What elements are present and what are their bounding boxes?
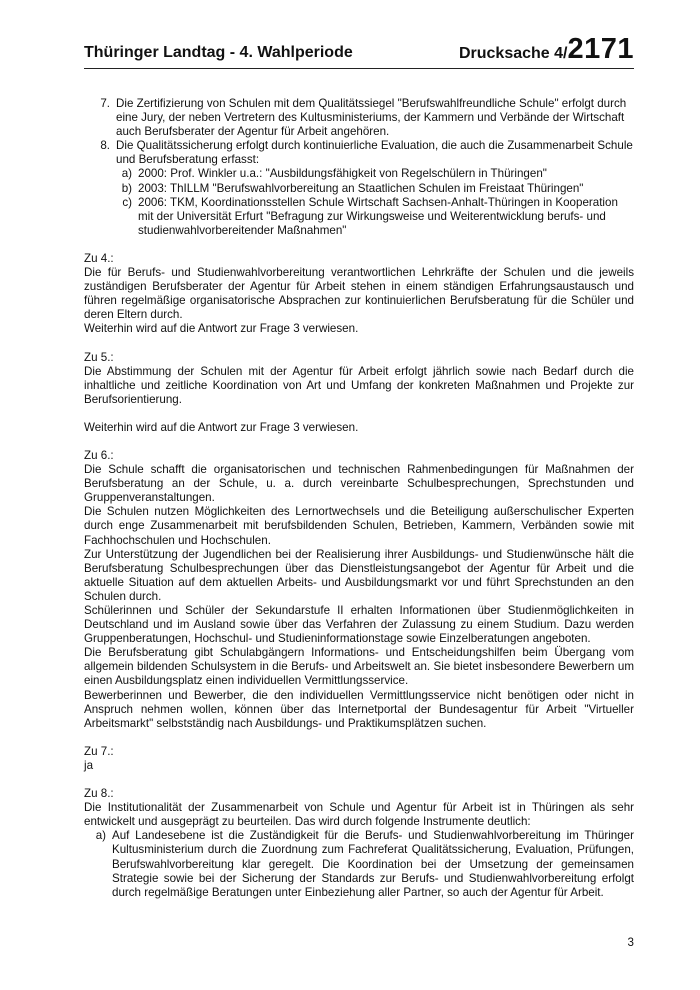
zu6-paragraph: Die Berufsberatung gibt Schulabgängern Informations- und Entscheidungshilfen beim Übergang vom allgemein bildenden Schulsystem in die Berufs- und Arbeitswelt an. Sie bietet insbesondere Bewerbern um einen Ausbildungsplatz einen individuellen Vermittlungsservice.	[84, 646, 634, 688]
zu7-answer: ja	[84, 758, 94, 772]
zu5-paragraph: Die Abstimmung der Schulen mit der Agentur für Arbeit erfolgt jährlich sowie nach Bedarf durch die inhaltliche und zeitliche Koordination von Art und Umfang der konkreten Maßnahmen und Projekte zur Berufsorientierung.	[84, 364, 634, 406]
drucksache-label	[459, 33, 634, 66]
section-heading-zu6: Zu 6.:	[84, 448, 114, 462]
list-text: Die Zertifizierung von Schulen mit dem Qualitätssiegel "Berufswahlfreundliche Schule" erfolgt durch eine Jury, der neben Vertretern des Kultusministeriums, der Kammern und Verbände der Wirtschaft auch Berufsberater der Agentur für Arbeit angehören.	[116, 97, 627, 139]
page-header	[84, 30, 634, 69]
section-heading-zu5: Zu 5.:	[84, 350, 114, 364]
document-body	[84, 97, 634, 900]
list-letter: a)	[95, 829, 106, 843]
list-text: Die Qualitätssicherung erfolgt durch kontinuierliche Evaluation, die auch die Zusammenarbeit Schule und Berufsberatung erfasst:	[116, 139, 633, 167]
zu5-paragraph: Weiterhin wird auf die Antwort zur Frage 3 verwiesen.	[84, 420, 359, 434]
sub-list-text: 2000: Prof. Winkler u.a.: "Ausbildungsfähigkeit von Regelschülern in Thüringen"	[138, 167, 547, 181]
list-number: 7.	[100, 97, 110, 110]
list-item	[84, 829, 634, 899]
page-number: 3	[627, 936, 634, 949]
header-title: Thüringer Landtag - 4. Wahlperiode	[84, 44, 353, 61]
sub-list-item	[116, 196, 634, 238]
list-item	[84, 139, 634, 167]
zu4-paragraph: Die für Berufs- und Studienwahlvorbereitung verantwortlichen Lehrkräfte der Schulen und die jeweils zuständigen Berufsberater der Agentur für Arbeit stehen in einem ständigen Erfahrungsaustausch und führen regelmäßige organisatorische Absprachen zur kontinuierlichen Berufsberatung für die Schüler und deren Eltern durch.	[84, 266, 634, 322]
sub-list-item	[116, 182, 634, 196]
section-heading-zu4: Zu 4.:	[84, 251, 114, 265]
list-item	[84, 97, 634, 139]
sub-list-letter: a)	[121, 167, 132, 181]
drucksache-prefix: Drucksache 4/	[458, 45, 568, 62]
zu8-paragraph: Die Institutionalität der Zusammenarbeit von Schule und Agentur für Arbeit ist in Thüringen als sehr entwickelt und ausgeprägt zu beurteilen. Das wird durch folgende Instrumente deutlich:	[84, 801, 634, 829]
list-number: 8.	[100, 139, 110, 153]
sub-list-text: 2003: ThILLM "Berufswahlvorbereitung an Staatlichen Schulen im Freistaat Thüringen"	[138, 181, 584, 195]
zu6-paragraph: Zur Unterstützung der Jugendlichen bei der Realisierung ihrer Ausbildungs- und Studienwünsche hält die Berufsberatung Schulbesprechungen über das Dienstleistungsangebot der Agentur für Arbeit und die aktuelle Situation auf dem aktuellen Arbeits- und Ausbildungsmarkt vor und führt Sprechstunden an den Schulen durch.	[84, 547, 634, 603]
sub-list-letter: b)	[121, 181, 132, 195]
section-heading-zu7: Zu 7.:	[84, 744, 114, 758]
zu6-paragraph: Bewerberinnen und Bewerber, die den individuellen Vermittlungsservice nicht benötigen oder nicht in Anspruch nehmen wollen, können über das Internetportal der Bundesagentur für Arbeit "Virtueller Arbeitsmarkt" selbstständig nach Ausbildungs- und Praktikumsplätzen suchen.	[84, 688, 634, 730]
drucksache-number: 2171	[567, 33, 634, 65]
zu6-paragraph: Die Schule schafft die organisatorischen und technischen Rahmenbedingungen für Maßnahmen der Berufsberatung an der Schule, u. a. durch vereinbarte Schulbesprechungen, Sprechstunden und Gruppenveranstaltungen.	[84, 463, 634, 505]
sub-list-item	[116, 167, 634, 181]
section-heading-zu8: Zu 8.:	[84, 787, 114, 801]
zu4-paragraph: Weiterhin wird auf die Antwort zur Frage 3 verwiesen.	[84, 322, 359, 336]
list-text: Auf Landesebene ist die Zuständigkeit für die Berufs- und Studienwahlvorbereitung im Thüringer Kultusministerium durch die Zuordnung zum Fachreferat Qualitätssicherung, Evaluation, Prüfungen, Berufswahlvorbereitung klar geregelt. Die Koordination bei der Umsetzung der gemeinsamen Strategie sowie bei der Sicherung der Standards zur Berufs- und Studienwahlvorbereitung erfolgt durch regelmäßige Beratungen unter Einbeziehung aller Partner, so auch der Agentur für Arbeit.	[112, 829, 634, 899]
sub-list-letter: c)	[122, 195, 132, 209]
zu6-paragraph: Die Schulen nutzen Möglichkeiten des Lernortwechsels und die Beteiligung außerschulischer Experten durch enge Zusammenarbeit mit berufsbildenden Schulen, Betrieben, Kammern, Verbänden sowie mit Fachhochschulen und Hochschulen.	[84, 505, 634, 547]
sub-list-text: 2006: TKM, Koordinationsstellen Schule Wirtschaft Sachsen-Anhalt-Thüringen in Kooperation mit der Universität Erfurt "Befragung zur Wirkungsweise und Weiterentwicklung berufs- und studienwahlvorbereitender Maßnahmen"	[138, 195, 618, 237]
zu6-paragraph: Schülerinnen und Schüler der Sekundarstufe II erhalten Informationen über Studienmöglichkeiten in Deutschland und im Ausland sowie über das Verfahren der Zulassung zu einem Studium. Dazu werden Gruppenberatungen, Hochschul- und Studieninformationstage sowie Einzelberatungen angeboten.	[84, 604, 634, 646]
